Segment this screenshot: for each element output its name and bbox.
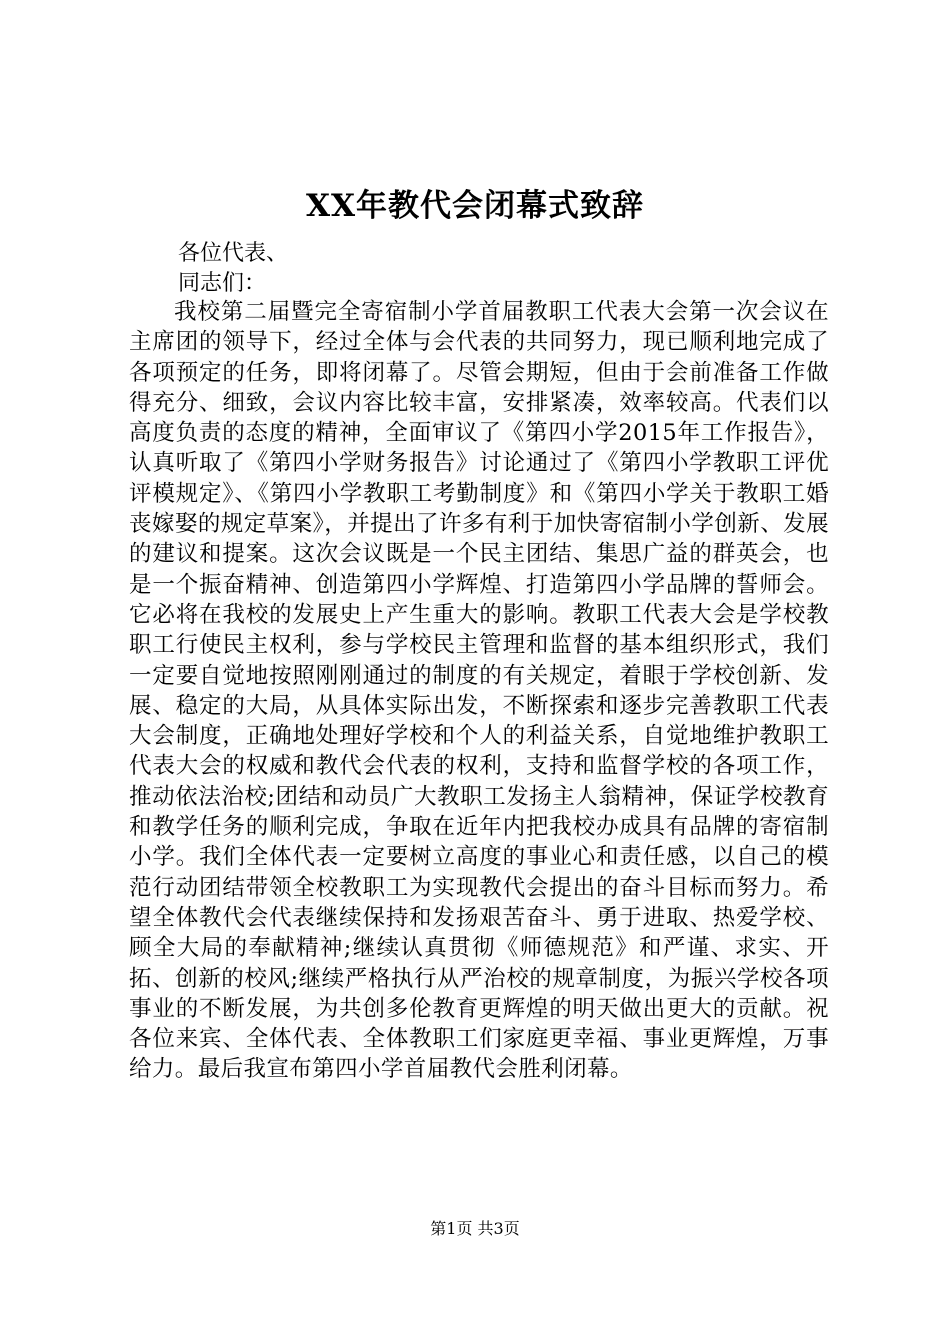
document-title: XX年教代会闭幕式致辞 <box>305 188 645 224</box>
salutation-line-2: 同志们： <box>178 271 267 296</box>
salutation-line-1: 各位代表、 <box>178 241 289 266</box>
page-footer: 第1页 共3页 <box>430 1219 520 1238</box>
body-paragraph: 我校第二届暨完全寄宿制小学首届教职工代表大会第一次会议在主席团的领导下，经过全体与会代表的共同努力，现已顺利地完成了各项预定的任务，即将闭幕了。尽管会期短，但由于会前准备工作做得充分、细致，会议内容比较丰富，安排紧凑，效率较高。代表们以高度负责的态度的精神，全面审议了《第四小学2015年工作报告》，认真听取了《第四小学财务报告》讨论通过了《第四小学教职工评优评模规定》、《第四小学教职工考勤制度》和《第四小学关于教职工婚丧嫁娶的规定草案》，并提出了许多有利于加快寄宿制小学创新、发展的建议和提案。这次会议既是一个民主团结、集思广益的群英会，也是一个振奋精神、创造第四小学辉煌、打造第四小学品牌的誓师会。它必将在我校的发展史上产生重大的影响。教职工代表大会是学校教职工行使民主权利，参与学校民主管理和监督的基本组织形式，我们一定要自觉地按照刚刚通过的制度的有关规定，着眼于学校创新、发展、稳定的大局，从具体实际出发，不断探索和逐步完善教职工代表大会制度，正确地处理好学校和个人的利益关系，自觉地维护教职工代表大会的权威和教代会代表的权利，支持和监督学校的各项工作，推动依法治校;团结和动员广大教职工发扬主人翁精神，保证学校教育和教学任务的顺利完成，争取在近年内把我校办成具有品牌的寄宿制小学。我们全体代表一定要树立高度的事业心和责任感，以自己的模范行动团结带领全校教职工为实现教代会提出的奋斗目标而努力。希望全体教代会代表继续保持和发扬艰苦奋斗、勇于进取、热爱学校、顾全大局的奉献精神;继续认真贯彻《师德规范》和严谨、求实、开拓、创新的校风;继续严格执行从严治校的规章制度，为振兴学校各项事业的不断发展，为共创多伦教育更辉煌的明天做出更大的贡献。祝各位来宾、全体代表、全体教职工们家庭更幸福、事业更辉煌，万事给力。最后我宣布第四小学首届教代会胜利闭幕。 <box>129 299 829 1083</box>
